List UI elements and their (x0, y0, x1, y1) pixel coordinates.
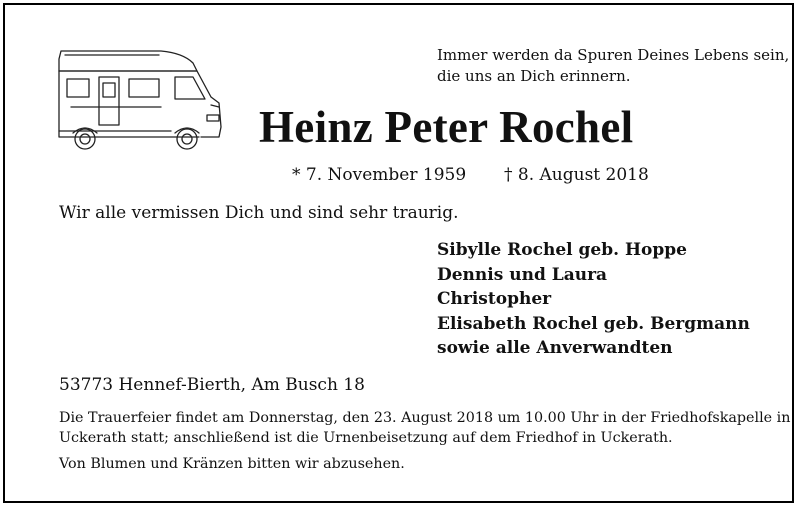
quote-line-1: Immer werden da Spuren Deines Lebens sein, (437, 46, 790, 64)
address: 53773 Hennef-Bierth, Am Busch 18 (59, 375, 365, 395)
quote-line-2: die uns an Dich erinnern. (437, 67, 631, 85)
obituary-notice (3, 3, 794, 503)
family-member: Christopher (437, 289, 552, 309)
family-member: sowie alle Anverwandten (437, 338, 673, 358)
mourning-message: Wir alle vermissen Dich und sind sehr traurig. (59, 203, 459, 223)
family-member: Sibylle Rochel geb. Hoppe (437, 240, 687, 260)
funeral-details (59, 408, 791, 448)
family-member: Elisabeth Rochel geb. Bergmann (437, 313, 750, 334)
flowers-note: Von Blumen und Kränzen bitten wir abzusehen. (59, 456, 405, 472)
funeral-line-2: Uckerath statt; anschließend ist die Urnenbeisetzung auf dem Friedhof in Uckerath. (59, 430, 673, 446)
funeral-line-1: Die Trauerfeier findet am Donnerstag, den 23. August 2018 um 10.00 Uhr in der Friedhofskapelle in (59, 410, 791, 426)
family-member: Dennis und Laura (437, 264, 608, 285)
camper-van-icon (51, 41, 231, 161)
deceased-name: Heinz Peter Rochel (259, 102, 634, 152)
memorial-quote (437, 45, 789, 87)
birth-date: * 7. November 1959 (292, 165, 467, 185)
death-date: † 8. August 2018 (504, 165, 649, 185)
family-list (437, 238, 750, 361)
